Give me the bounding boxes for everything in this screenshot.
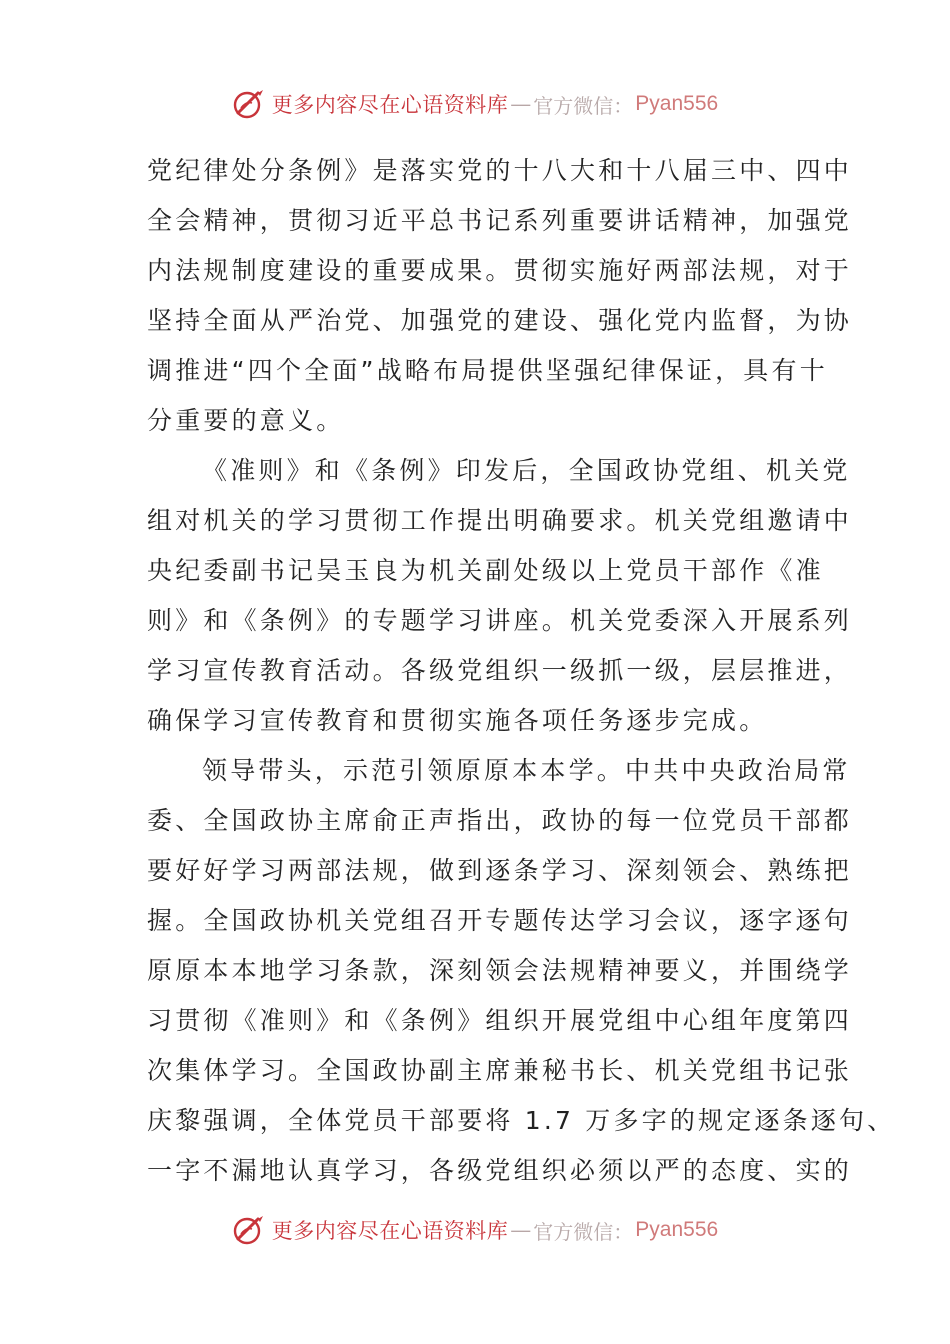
text-line: 委、全国政协主席俞正声指出，政协的每一位党员干部都: [147, 806, 853, 835]
text-line: 组对机关的学习贯彻工作提出明确要求。机关党组邀请中: [147, 506, 853, 535]
text-line: 一字不漏地认真学习，各级党组织必须以严的态度、实的: [147, 1156, 853, 1185]
text-line: 确保学习宣传教育和贯彻实施各项任务逐步完成。: [147, 706, 768, 735]
text-line: 学习宣传教育活动。各级党组织一级抓一级，层层推进，: [147, 656, 853, 685]
text-line: 习贯彻《准则》和《条例》组织开展党组中心组年度第四: [147, 1006, 853, 1035]
text-line: 庆黎强调，全体党员干部要将 1.7 万多字的规定逐条逐句、: [147, 1106, 896, 1135]
text-line: 原原本本地学习条款，深刻领会法规精神要义，并围绕学: [147, 956, 853, 985]
banner-main-text: 更多内容尽在心语资料库: [271, 93, 509, 117]
text-line: 要好好学习两部法规，做到逐条学习、深刻领会、熟练把: [147, 856, 853, 885]
banner-dash: —: [510, 1218, 532, 1242]
pen-logo-icon: [232, 1213, 266, 1247]
text-line: 党纪律处分条例》是落实党的十八大和十八届三中、四中: [147, 156, 853, 185]
text-line: 握。全国政协机关党组召开专题传达学习会议，逐字逐句: [147, 906, 853, 935]
text-line: 则》和《条例》的专题学习讲座。机关党委深入开展系列: [147, 606, 853, 635]
paragraph-start-line: 领导带头，示范引领原原本本学。中共中央政治局常: [202, 756, 851, 785]
banner-wechat-id: Pyan556: [635, 1218, 719, 1241]
footer-banner: [0, 1210, 950, 1250]
text-line: 内法规制度建设的重要成果。贯彻实施好两部法规，对于: [147, 256, 853, 285]
pen-logo-icon: [232, 87, 266, 121]
text-line: 分重要的意义。: [147, 406, 345, 435]
text-line: 全会精神，贯彻习近平总书记系列重要讲话精神，加强党: [147, 206, 853, 235]
text-line: 次集体学习。全国政协副主席兼秘书长、机关党组书记张: [147, 1056, 853, 1085]
banner-wechat-id: Pyan556: [635, 92, 719, 115]
header-banner: [0, 84, 950, 124]
banner-wechat-label: 官方微信：: [533, 1219, 634, 1244]
paragraph-start-line: 《准则》和《条例》印发后，全国政协党组、机关党: [202, 456, 851, 485]
banner-main-text: 更多内容尽在心语资料库: [271, 1219, 509, 1243]
banner-wechat-label: 官方微信：: [533, 93, 634, 118]
text-line: 调推进“四个全面”战略布局提供坚强纪律保证，具有十: [147, 356, 828, 385]
text-line: 央纪委副书记吴玉良为机关副处级以上党员干部作《准: [147, 556, 824, 585]
document-body: [147, 146, 896, 1196]
text-line: 坚持全面从严治党、加强党的建设、强化党内监督，为协: [147, 306, 853, 335]
banner-dash: —: [510, 92, 532, 116]
